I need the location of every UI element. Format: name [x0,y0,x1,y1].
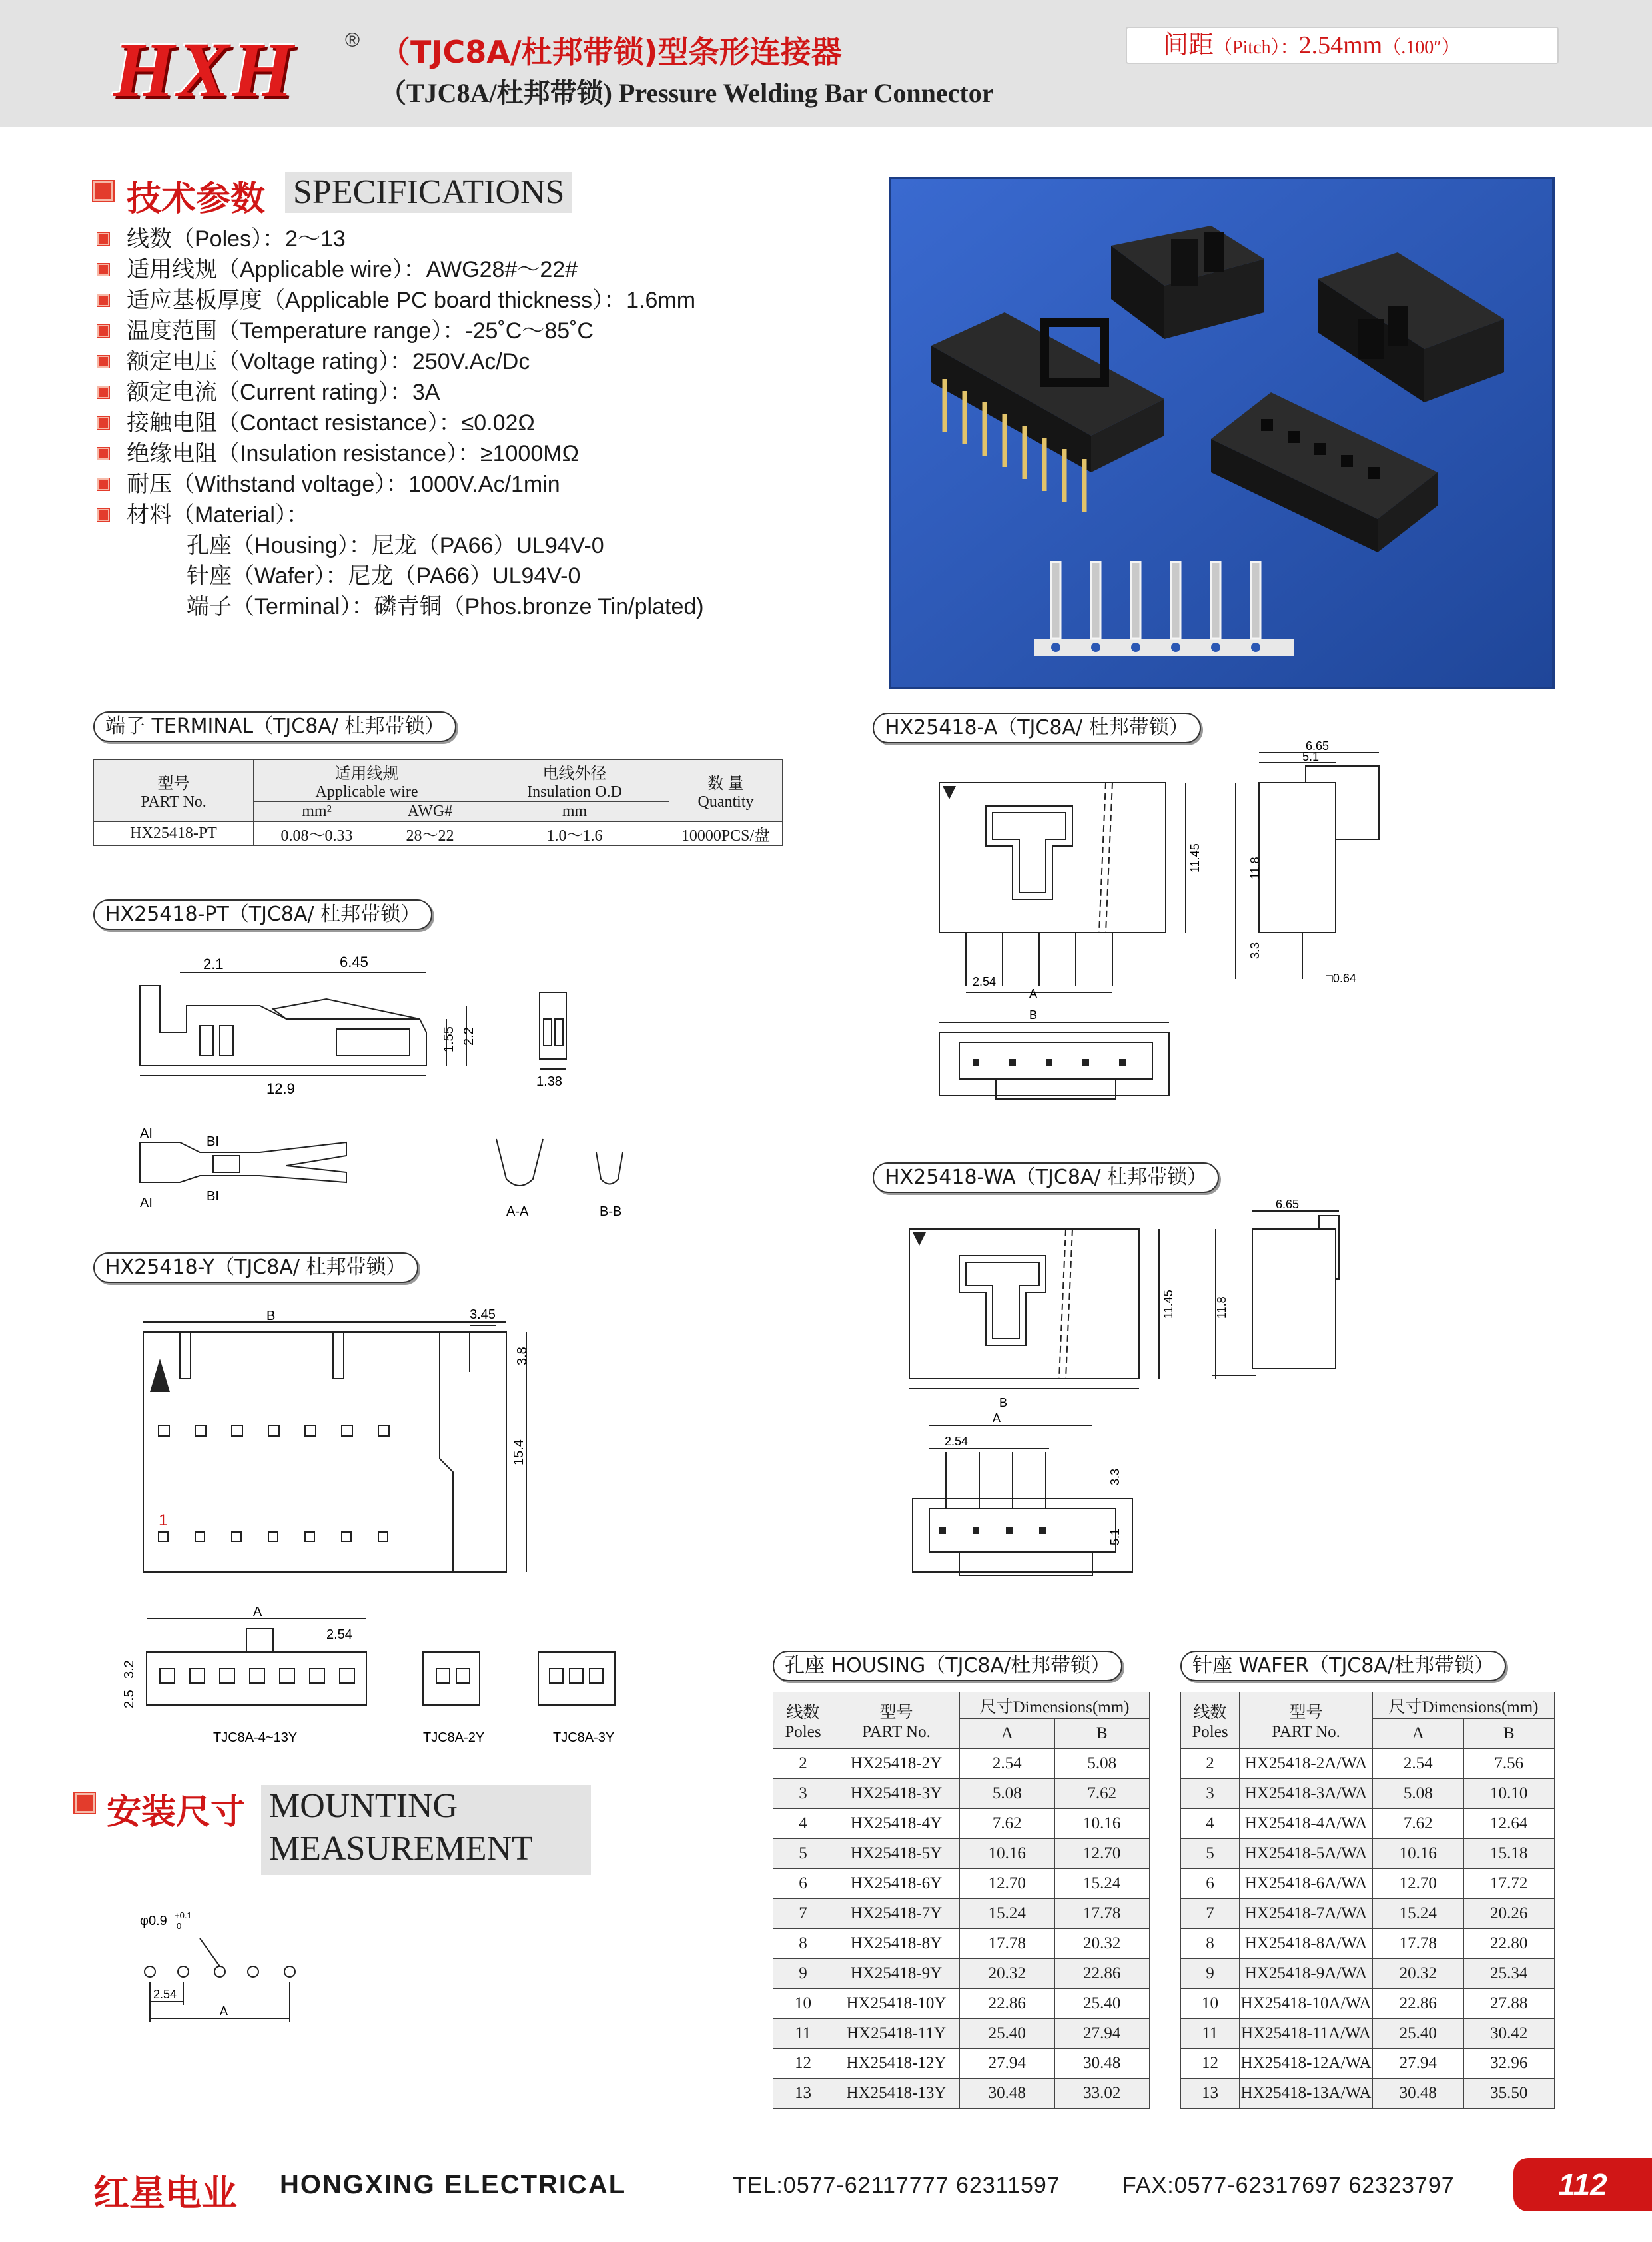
cell-part: HX25418-6A/WA [1240,1869,1373,1899]
footer-company-en: HONGXING ELECTRICAL [280,2170,627,2199]
cell-a: 17.78 [960,1929,1055,1959]
svg-text:3.8: 3.8 [515,1347,530,1365]
table-row [1181,1869,1555,1899]
svg-text:1: 1 [159,1511,168,1529]
bullet-icon [97,233,109,245]
table-row: HX25418-PT 0.08～0.33 28～22 1.0～1.6 10000PCS/盘 [94,822,783,846]
svg-text:A: A [993,1411,1001,1425]
bullet-icon [97,356,109,368]
cell-part: HX25418-7Y [833,1899,960,1929]
svg-text:TJC8A-2Y: TJC8A-2Y [423,1730,485,1745]
svg-text:TJC8A-4~13Y: TJC8A-4~13Y [213,1730,298,1745]
bullet-icon [97,448,109,460]
cell-b: 30.42 [1463,2019,1555,2049]
cell-b: 10.16 [1054,1809,1150,1839]
terminal-table [93,759,783,846]
pitch-badge [1126,27,1559,64]
cell-part: HX25418-2Y [833,1749,960,1779]
footer-tel: TEL:0577-62117777 62311597 [733,2173,1060,2198]
connector-photo-illustration [891,179,1552,687]
table-row [773,1989,1150,2019]
table-row [1181,1899,1555,1929]
cell-poles: 3 [1181,1779,1240,1809]
cell-poles: 13 [773,2079,833,2109]
cell-poles: 7 [773,1899,833,1929]
cell-part: HX25418-10Y [833,1989,960,2019]
table-row [773,1809,1150,1839]
housing-table [773,1692,1150,2109]
cell-part: HX25418-4A/WA [1240,1809,1373,1839]
svg-text:B: B [1029,1008,1038,1022]
svg-text:15.4: 15.4 [512,1439,526,1465]
th-part: 型号 PART No. [94,760,254,822]
svg-text:11.45: 11.45 [1188,843,1202,873]
svg-text:A-A: A-A [506,1204,529,1219]
th-a: A [1373,1719,1464,1749]
cell-part: HX25418-5Y [833,1839,960,1869]
table-row [1181,2049,1555,2079]
cell-b: 12.64 [1463,1809,1555,1839]
cell-b: 7.56 [1463,1749,1555,1779]
spec-item: 温度范围（Temperature range）：-25˚C～85˚C [93,316,859,346]
spec-item: 材料（Material）： [93,500,859,530]
cell-b: 22.86 [1054,1959,1150,1989]
mounting-drawing [127,1905,326,2032]
bullet-icon [97,386,109,398]
table-row [1181,1749,1555,1779]
cell-b: 10.10 [1463,1779,1555,1809]
table-row [1181,1959,1555,1989]
cell-poles: 5 [1181,1839,1240,1869]
svg-text:0: 0 [177,1921,182,1931]
cell-a: 22.86 [1373,1989,1464,2019]
svg-text:AI: AI [140,1126,153,1141]
svg-text:3.45: 3.45 [470,1308,496,1322]
cell-poles: 9 [773,1959,833,1989]
th-awg: AWG# [380,802,480,822]
spec-item: 绝缘电阻（Insulation resistance）：≥1000MΩ [93,438,859,469]
spec-item: 额定电流（Current rating）：3A [93,377,859,408]
cell-part: HX25418-5A/WA [1240,1839,1373,1869]
cell-part: HX25418-3Y [833,1779,960,1809]
cell-poles: 11 [1181,2019,1240,2049]
cell-a: 17.78 [1373,1929,1464,1959]
page-title-cn: （TJC8A/杜邦带锁)型条形连接器 [380,34,842,70]
svg-text:2.1: 2.1 [203,956,224,972]
svg-text:A: A [1029,987,1038,1000]
y-drawing-title: HX25418-Y（TJC8A/ 杜邦带锁） [93,1252,418,1283]
cell-a: 20.32 [960,1959,1055,1989]
cell-b: 33.02 [1054,2079,1150,2109]
svg-text:BI: BI [206,1189,219,1204]
wafer-table [1180,1692,1555,2109]
pt-drawing-title: HX25418-PT（TJC8A/ 杜邦带锁） [93,899,432,930]
svg-text:2.5: 2.5 [122,1690,137,1708]
brand-logo: HXH [113,26,296,113]
cell-poles: 9 [1181,1959,1240,1989]
cell-a: 25.40 [960,2019,1055,2049]
th-dim: 尺寸Dimensions(mm) [960,1692,1150,1719]
wafer-table-title: 针座 WAFER（TJC8A/杜邦带锁） [1180,1651,1506,1681]
cell-poles: 4 [773,1809,833,1839]
cell-part: HX25418-6Y [833,1869,960,1899]
th-b: B [1463,1719,1555,1749]
cell-poles: 12 [1181,2049,1240,2079]
svg-text:6.45: 6.45 [340,954,368,970]
cell-poles: 4 [1181,1809,1240,1839]
table-row [1181,1809,1555,1839]
cell-a: 7.62 [960,1809,1055,1839]
th-a: A [960,1719,1055,1749]
cell-part: HX25418-9Y [833,1959,960,1989]
wafer-table-body [1181,1749,1555,2109]
mounting-bullet-icon [75,1793,95,1813]
table-row [1181,1779,1555,1809]
a-wafer-drawing [919,739,1406,1152]
cell-part: HX25418-13Y [833,2079,960,2109]
material-item: 针座（Wafer）：尼龙（PA66）UL94V-0 [187,563,581,589]
bullet-icon [97,294,109,306]
table-row [773,2049,1150,2079]
cell-b: 20.32 [1054,1929,1150,1959]
th-mm2: mm² [254,802,380,822]
cell-poles: 7 [1181,1899,1240,1929]
cell-a: 5.08 [960,1779,1055,1809]
footer-fax: FAX:0577-62317697 62323797 [1122,2173,1455,2198]
cell-part: HX25418-3A/WA [1240,1779,1373,1809]
svg-text:2.2: 2.2 [462,1027,476,1046]
terminal-table-title: 端子 TERMINAL（TJC8A/ 杜邦带锁） [93,711,456,742]
table-row [773,2079,1150,2109]
th-part: 型号 PART No. [833,1692,960,1749]
spec-list [93,224,859,622]
th-poles: 线数 Poles [1181,1692,1240,1749]
a-drawing-title: HX25418-A（TJC8A/ 杜邦带锁） [873,713,1201,743]
svg-text:A: A [220,2004,228,2018]
cell-poles: 10 [773,1989,833,2019]
cell-part: HX25418-10A/WA [1240,1989,1373,2019]
svg-text:B-B: B-B [600,1204,622,1219]
footer-company-cn: 红星电业 [93,2172,237,2214]
cell-a: 25.40 [1373,2019,1464,2049]
table-row [1181,1839,1555,1869]
spec-item: 额定电压（Voltage rating）：250V.Ac/Dc [93,346,859,377]
bullet-icon [97,478,109,490]
spec-item: 接触电阻（Contact resistance）：≤0.02Ω [93,408,859,438]
cell-a: 30.48 [960,2079,1055,2109]
table-row [773,1749,1150,1779]
cell-b: 25.40 [1054,1989,1150,2019]
cell-a: 7.62 [1373,1809,1464,1839]
th-qty: 数 量 Quantity [669,760,783,822]
th-dim: 尺寸Dimensions(mm) [1373,1692,1555,1719]
y-housing-drawing [113,1306,686,1758]
svg-text:2.54: 2.54 [945,1435,969,1448]
svg-text:2.54: 2.54 [326,1627,352,1642]
cell-b: 30.48 [1054,2049,1150,2079]
spec-item: 耐压（Withstand voltage）：1000V.Ac/1min [93,469,859,500]
svg-text:B: B [999,1396,1008,1409]
svg-text:φ0.9: φ0.9 [140,1914,167,1928]
material-item: 孔座（Housing）：尼龙（PA66）UL94V-0 [187,533,604,558]
svg-text:TJC8A-3Y: TJC8A-3Y [553,1730,615,1745]
mounting-heading-en: MOUNTING MEASUREMENT [261,1785,591,1875]
svg-text:5.1: 5.1 [1108,1528,1122,1545]
cell-a: 22.86 [960,1989,1055,2019]
specifications-heading-cn: 技术参数 [127,179,266,219]
cell-part: HX25418-9A/WA [1240,1959,1373,1989]
svg-text:□0.64: □0.64 [1326,972,1356,985]
product-photo [889,177,1555,689]
page-number: 112 [1513,2158,1652,2211]
svg-text:6.65: 6.65 [1276,1198,1300,1211]
th-wire: 适用线规 Applicable wire [254,760,480,802]
cell-b: 25.34 [1463,1959,1555,1989]
cell-part: HX25418-12A/WA [1240,2049,1373,2079]
svg-text:AI: AI [140,1196,153,1210]
spec-item: 线数（Poles）：2～13 [93,224,859,254]
cell-poles: 8 [773,1929,833,1959]
table-row [773,1959,1150,1989]
table-row [773,1929,1150,1959]
table-row [773,2019,1150,2049]
table-row [773,1869,1150,1899]
cell-poles: 5 [773,1839,833,1869]
svg-text:1.38: 1.38 [536,1074,562,1089]
table-row [1181,2019,1555,2049]
wa-wafer-drawing [893,1192,1419,1612]
cell-a: 27.94 [960,2049,1055,2079]
svg-text:6.65: 6.65 [1306,739,1330,753]
material-item: 端子（Terminal）：磷青铜（Phos.bronze Tin/plated) [187,594,704,619]
spec-item: 适应基板厚度（Applicable PC board thickness）：1.6mm [93,285,859,316]
cell-poles: 12 [773,2049,833,2079]
cell-b: 17.78 [1054,1899,1150,1929]
svg-text:11.8: 11.8 [1215,1296,1228,1319]
pitch-inch: （.100″） [1382,37,1460,58]
cell-poles: 3 [773,1779,833,1809]
cell-a: 2.54 [1373,1749,1464,1779]
cell-b: 27.94 [1054,2019,1150,2049]
cell-part: HX25418-8A/WA [1240,1929,1373,1959]
cell-part: HX25418-12Y [833,2049,960,2079]
table-row [1181,2079,1555,2109]
cell-poles: 2 [1181,1749,1240,1779]
page-title-en: （TJC8A/杜邦带锁) Pressure Welding Bar Connector [380,78,994,108]
housing-table-title: 孔座 HOUSING（TJC8A/杜邦带锁） [773,1651,1122,1681]
cell-part: HX25418-7A/WA [1240,1899,1373,1929]
cell-part: HX25418-13A/WA [1240,2079,1373,2109]
cell-a: 5.08 [1373,1779,1464,1809]
cell-a: 12.70 [1373,1869,1464,1899]
cell-a: 10.16 [960,1839,1055,1869]
specifications-heading-en: SPECIFICATIONS [285,172,572,213]
svg-text:3.3: 3.3 [1248,942,1262,959]
th-od-unit: mm [480,802,669,822]
table-row [773,1779,1150,1809]
cell-part: HX25418-8Y [833,1929,960,1959]
svg-text:A: A [253,1605,262,1619]
cell-a: 27.94 [1373,2049,1464,2079]
cell-a: 30.48 [1373,2079,1464,2109]
cell-a: 15.24 [960,1899,1055,1929]
wa-drawing-title: HX25418-WA（TJC8A/ 杜邦带锁） [873,1162,1219,1193]
cell-poles: 6 [773,1869,833,1899]
table-row [773,1899,1150,1929]
cell-a: 2.54 [960,1749,1055,1779]
table-row [1181,1929,1555,1959]
cell-part: HX25418-4Y [833,1809,960,1839]
cell-b: 15.24 [1054,1869,1150,1899]
svg-text:5.1: 5.1 [1302,750,1320,763]
cell-b: 5.08 [1054,1749,1150,1779]
cell-poles: 13 [1181,2079,1240,2109]
svg-text:11.45: 11.45 [1162,1290,1175,1319]
bullet-icon [97,417,109,429]
pitch-value: 2.54mm [1298,31,1383,59]
th-part: 型号 PART No. [1240,1692,1373,1749]
cell-b: 15.18 [1463,1839,1555,1869]
cell-b: 12.70 [1054,1839,1150,1869]
cell-part: HX25418-11Y [833,2019,960,2049]
svg-text:12.9: 12.9 [266,1080,295,1097]
cell-part: HX25418-11A/WA [1240,2019,1373,2049]
svg-text:1.55: 1.55 [442,1026,456,1052]
cell-a: 10.16 [1373,1839,1464,1869]
svg-text:B: B [266,1309,276,1323]
spec-item: 适用线规（Applicable wire）：AWG28#～22# [93,254,859,285]
section-bullet-icon [93,181,113,201]
cell-b: 35.50 [1463,2079,1555,2109]
cell-b: 7.62 [1054,1779,1150,1809]
svg-text:3.3: 3.3 [1108,1468,1122,1485]
cell-b: 32.96 [1463,2049,1555,2079]
pitch-label: 间距 [1163,31,1214,59]
registered-mark: ® [345,29,360,51]
table-row [773,1839,1150,1869]
cell-b: 17.72 [1463,1869,1555,1899]
mounting-heading-cn: 安装尺寸 [107,1792,246,1832]
svg-text:3.2: 3.2 [122,1660,137,1679]
cell-a: 12.70 [960,1869,1055,1899]
table-row [1181,1989,1555,2019]
cell-b: 22.80 [1463,1929,1555,1959]
housing-table-body [773,1749,1150,2109]
cell-b: 27.88 [1463,1989,1555,2019]
svg-text:+0.1: +0.1 [175,1910,192,1920]
cell-part: HX25418-2A/WA [1240,1749,1373,1779]
cell-b: 20.26 [1463,1899,1555,1929]
bullet-icon [97,509,109,521]
cell-poles: 6 [1181,1869,1240,1899]
svg-text:BI: BI [206,1134,219,1149]
pitch-label-en: （Pitch）： [1214,37,1299,58]
svg-text:11.8: 11.8 [1248,857,1262,879]
cell-poles: 11 [773,2019,833,2049]
th-poles: 线数 Poles [773,1692,833,1749]
cell-poles: 10 [1181,1989,1240,2019]
cell-poles: 8 [1181,1929,1240,1959]
th-b: B [1054,1719,1150,1749]
pt-terminal-drawing [127,952,673,1232]
bullet-icon [97,325,109,337]
cell-a: 15.24 [1373,1899,1464,1929]
svg-text:2.54: 2.54 [973,975,997,988]
bullet-icon [97,264,109,276]
th-od: 电线外径 Insulation O.D [480,760,669,802]
cell-a: 20.32 [1373,1959,1464,1989]
cell-poles: 2 [773,1749,833,1779]
svg-text:2.54: 2.54 [153,1988,177,2001]
